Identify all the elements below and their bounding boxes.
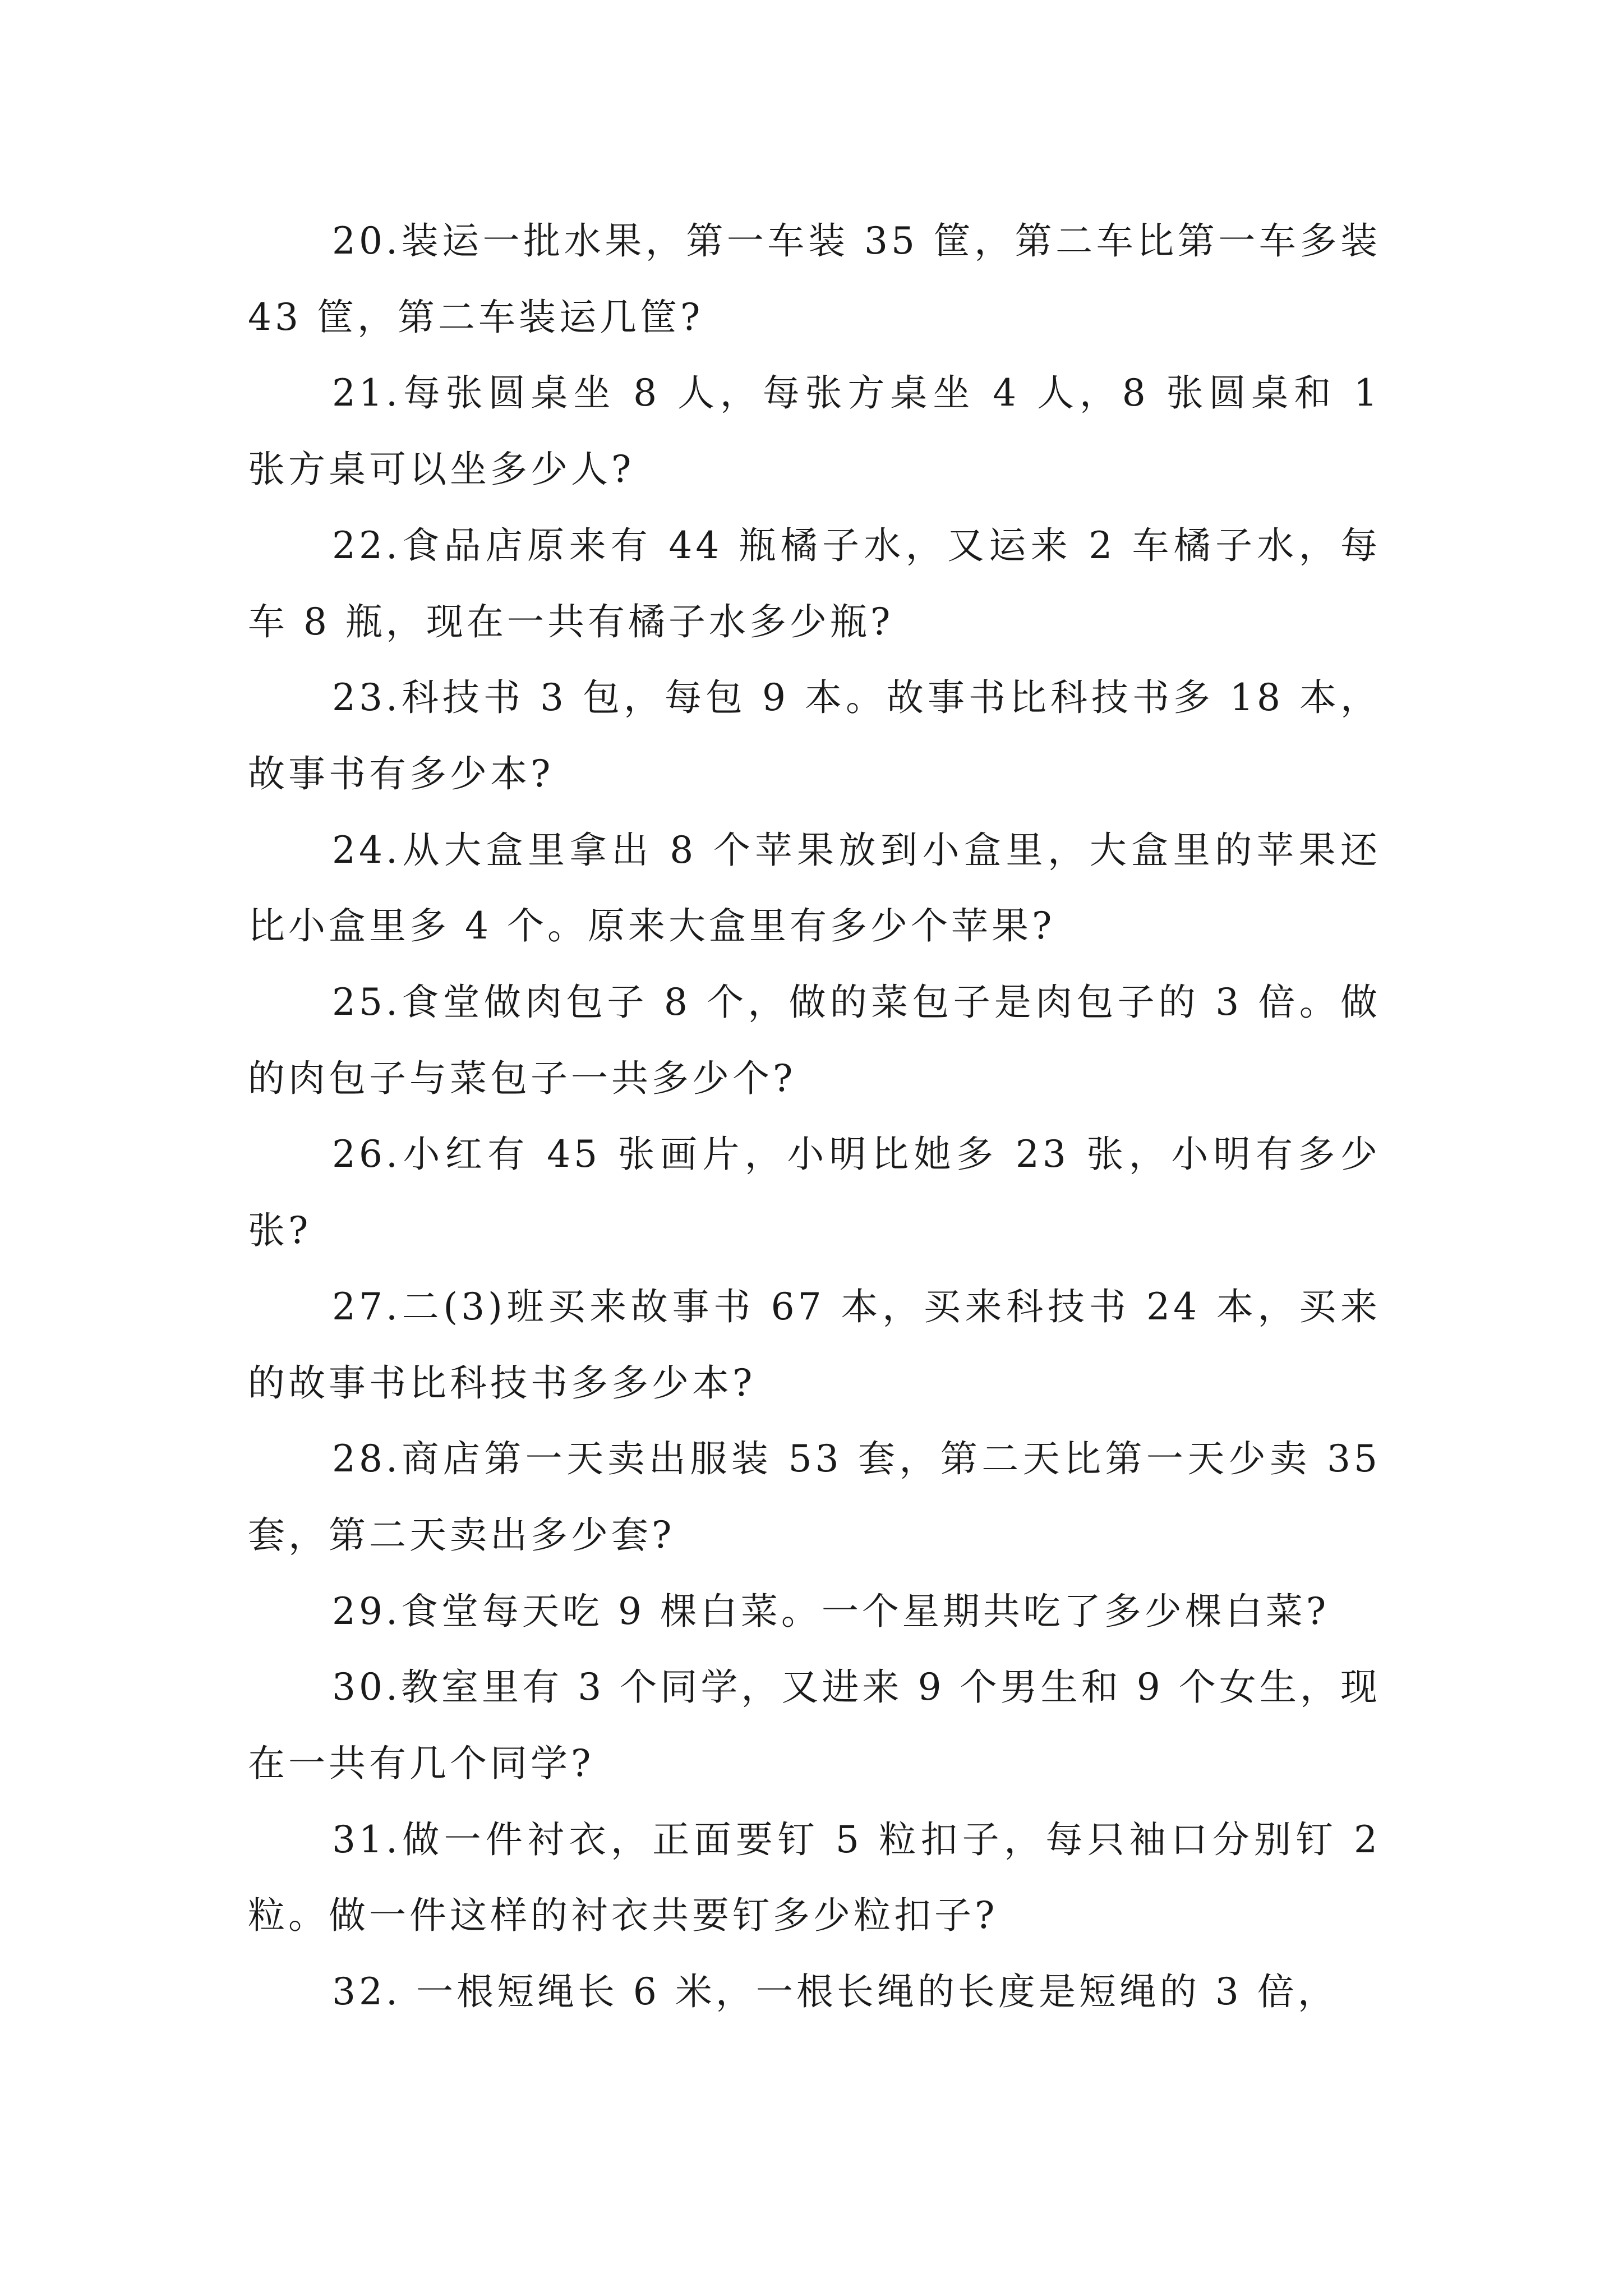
problem-32: 32. 一根短绳长 6 米，一根长绳的长度是短绳的 3 倍，: [332, 1970, 1338, 2014]
problem-25: 25.食堂做肉包子 8 个，做的菜包子是肉包子的 3 倍。做的肉包子与菜包子一共多少个?: [248, 981, 1381, 1100]
problem-30: 30.教室里有 3 个同学，又进来 9 个男生和 9 个女生，现在一共有几个同学?: [248, 1665, 1381, 1786]
problem-26: 26.小红有 45 张画片，小明比她多 23 张，小明有多少张?: [248, 1133, 1381, 1253]
problem-21: 21.每张圆桌坐 8 人，每张方桌坐 4 人，8 张圆桌和 1 张方桌可以坐多少人?: [248, 371, 1381, 491]
problem-23: 23.科技书 3 包，每包 9 本。故事书比科技书多 18 本，故事书有多少本?: [248, 676, 1381, 795]
problem-29: 29.食堂每天吃 9 棵白菜。一个星期共吃了多少棵白菜?: [332, 1589, 1330, 1633]
problem-28: 28.商店第一天卖出服装 53 套，第二天比第一天少卖 35 套，第二天卖出多少套?: [248, 1437, 1381, 1557]
problem-31: 31.做一件衬衣，正面要钉 5 粒扣子，每只袖口分别钉 2 粒。做一件这样的衬衣共要钉多少粒扣子?: [248, 1818, 1381, 1938]
problem-27: 27.二(3)班买来故事书 67 本，买来科技书 24 本，买来的故事书比科技书多多少本?: [248, 1285, 1381, 1405]
problem-22: 22.食品店原来有 44 瓶橘子水，又运来 2 车橘子水，每车 8 瓶，现在一共有橘子水多少瓶?: [248, 523, 1381, 643]
problem-20: 20.装运一批水果，第一车装 35 筐，第二车比第一车多装 43 筐，第二车装运几筐?: [248, 219, 1381, 339]
problem-list: [248, 203, 1381, 2030]
problem-24: 24.从大盒里拿出 8 个苹果放到小盒里，大盒里的苹果还比小盒里多 4 个。原来大盒里有多少个苹果?: [248, 828, 1381, 948]
